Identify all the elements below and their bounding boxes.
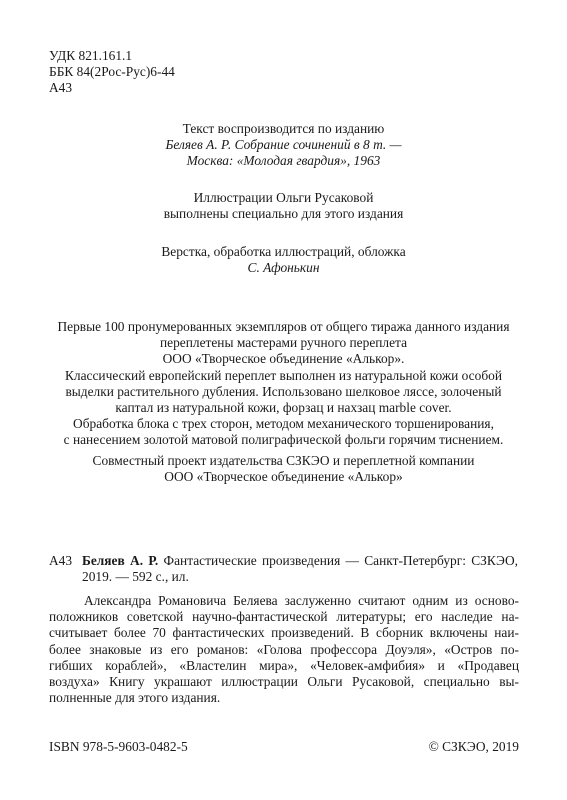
binding-note <box>0 319 567 449</box>
source-edition-note <box>0 121 567 170</box>
annotation <box>49 593 519 706</box>
illustrations-note <box>0 190 567 222</box>
annotation-line: полненные для этого издания. <box>49 690 221 706</box>
binding-note-line: Классический европейский переплет выполнен из натуральной кожи особой <box>64 367 502 383</box>
layout-credit <box>0 244 567 276</box>
annotation-line: положников советской научно-фантастической литературы; его наследие на- <box>49 609 519 625</box>
binding-note-line: Обработка блока с трех сторон, методом механического торшенирования, <box>73 416 494 432</box>
illustrations-line: Иллюстрации Ольги Русаковой <box>193 190 374 205</box>
bib-imprint: 2019. — 592 с., ил. <box>82 569 189 585</box>
joint-project-line: ООО «Творческое объединение «Алькор» <box>164 469 403 485</box>
source-edition-intro: Текст воспроизводится по изданию <box>182 121 385 136</box>
binding-note-line: переплетены мастерами ручного переплета <box>159 335 408 351</box>
layout-credit-name: С. Афонькин <box>247 260 320 276</box>
binding-note-line: выделки растительного дубления. Использовано шелковое ляссе, золоченый <box>65 383 502 399</box>
binding-note-line: с нанесением золотой матовой полиграфической фольги горячим тиснением. <box>63 432 504 448</box>
bib-author: Беляев А. Р. <box>82 553 159 568</box>
binding-note-line: каптал из натуральной кожи, форзац и нахзац marble cover. <box>115 400 452 416</box>
source-edition-line: Беляев А. Р. Собрание сочинений в 8 т. — <box>165 137 402 153</box>
annotation-line: считывает более 70 фантастических произведений. В сборник включены наи- <box>49 625 519 641</box>
annotation-line: воздуха» Книгу украшают иллюстрации Ольги Русаковой, специально вы- <box>49 673 519 689</box>
author-mark: А43 <box>49 80 73 95</box>
bib-author-mark: А43 <box>49 553 73 568</box>
copyright: © СЗКЭО, 2019 <box>428 739 519 754</box>
annotation-line: Александра Романовича Беляева заслуженно считают одним из осново- <box>84 593 519 608</box>
annotation-line: гибших кораблей», «Властелин мира», «Человек-амфибия» и «Продавец <box>49 657 519 673</box>
layout-credit-role: Верстка, обработка иллюстраций, обложка <box>161 244 406 259</box>
joint-project-note <box>0 453 567 485</box>
illustrations-line: выполнены специально для этого издания <box>163 206 404 222</box>
bib-heading <box>82 553 518 569</box>
joint-project-line: Совместный проект издательства СЗКЭО и переплетной компании <box>92 453 475 468</box>
udk-code: УДК 821.161.1 <box>49 48 133 63</box>
isbn: ISBN 978-5-9603-0482-5 <box>49 739 188 754</box>
binding-note-line: ООО «Творческое объединение «Алькор». <box>162 351 405 367</box>
binding-note-line: Первые 100 пронумерованных экземпляров от общего тиража данного издания <box>57 319 510 334</box>
source-edition-line: Москва: «Молодая гвардия», 1963 <box>186 153 381 169</box>
bbk-code: ББК 84(2Рос-Рус)6-44 <box>49 64 175 79</box>
classification-codes <box>49 48 175 96</box>
bib-title: Фантастические произведения — Санкт-Петербург: СЗКЭО, <box>158 553 518 568</box>
annotation-line: более знаковые из его романов: «Голова профессора Доуэля», «Остров по- <box>49 641 519 657</box>
